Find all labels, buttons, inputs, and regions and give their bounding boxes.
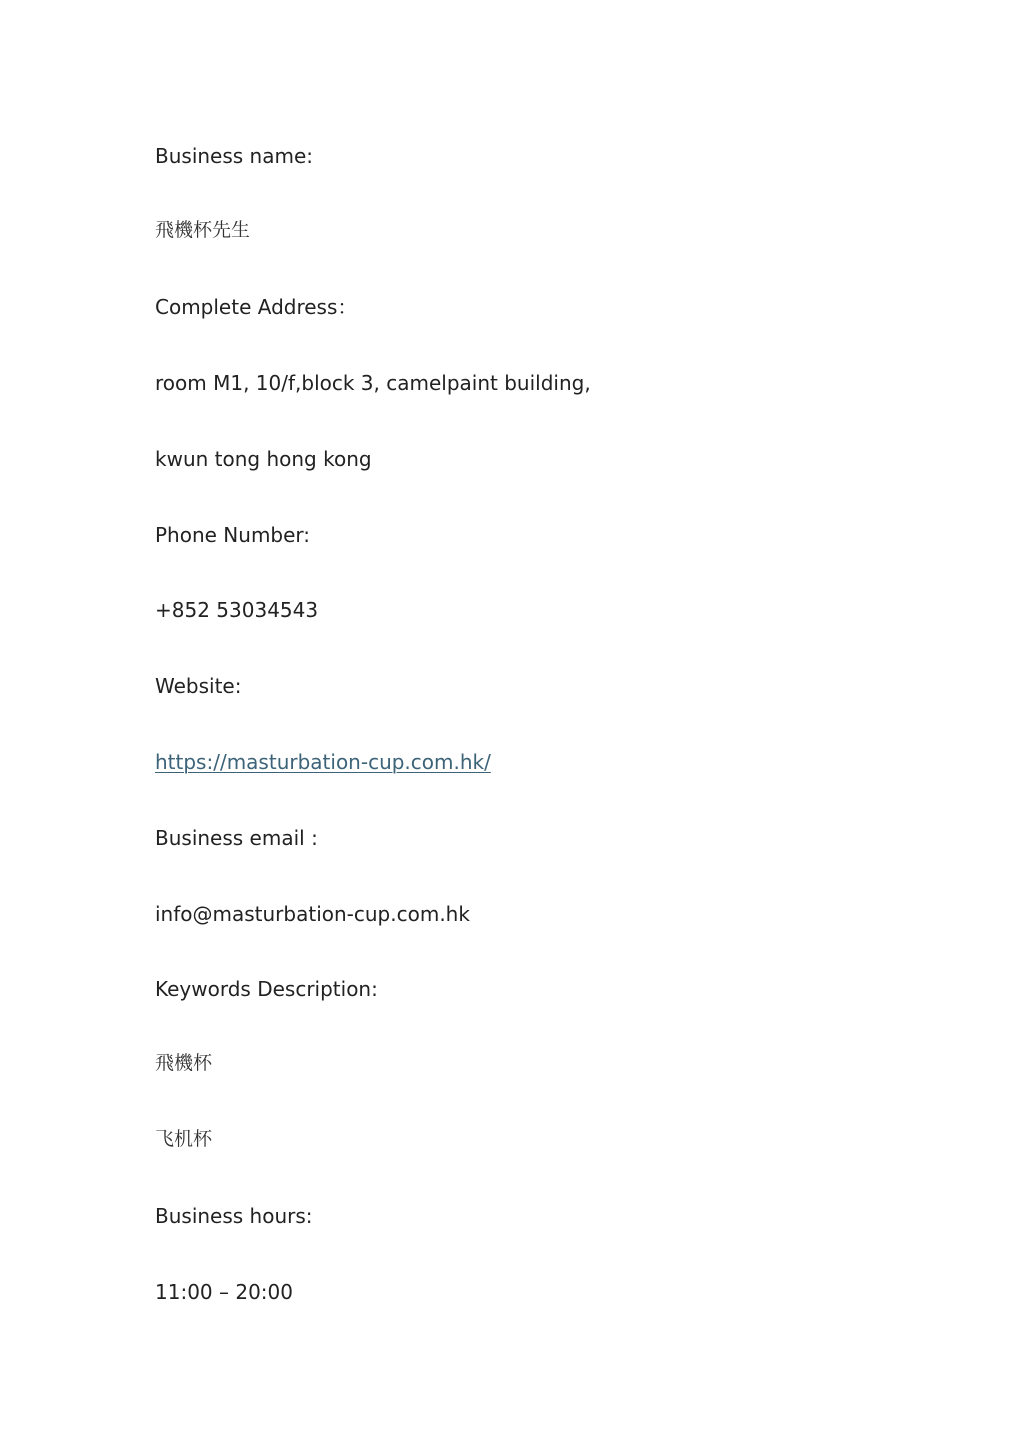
business-name-value: 飛機杯先生 xyxy=(155,219,251,241)
website-link[interactable]: https://masturbation-cup.com.hk/ xyxy=(155,750,491,774)
hours-value: 11:00 – 20:00 xyxy=(155,1280,293,1304)
address-label: Complete Address： xyxy=(155,295,358,319)
phone-value: +852 53034543 xyxy=(155,598,319,622)
hours-label: Business hours: xyxy=(155,1204,313,1228)
address-line-2: kwun tong hong kong xyxy=(155,447,372,471)
email-label: Business email : xyxy=(155,826,318,850)
website-label: Website: xyxy=(155,674,242,698)
keyword-item: 飞机杯 xyxy=(155,1128,213,1150)
keyword-item: 飛機杯 xyxy=(155,1052,213,1074)
email-value: info@masturbation-cup.com.hk xyxy=(155,902,470,926)
business-name-label: Business name: xyxy=(155,144,314,168)
keywords-label: Keywords Description: xyxy=(155,977,378,1001)
address-line-1: room M1, 10/f,block 3, camelpaint building, xyxy=(155,371,591,395)
phone-label: Phone Number: xyxy=(155,523,311,547)
